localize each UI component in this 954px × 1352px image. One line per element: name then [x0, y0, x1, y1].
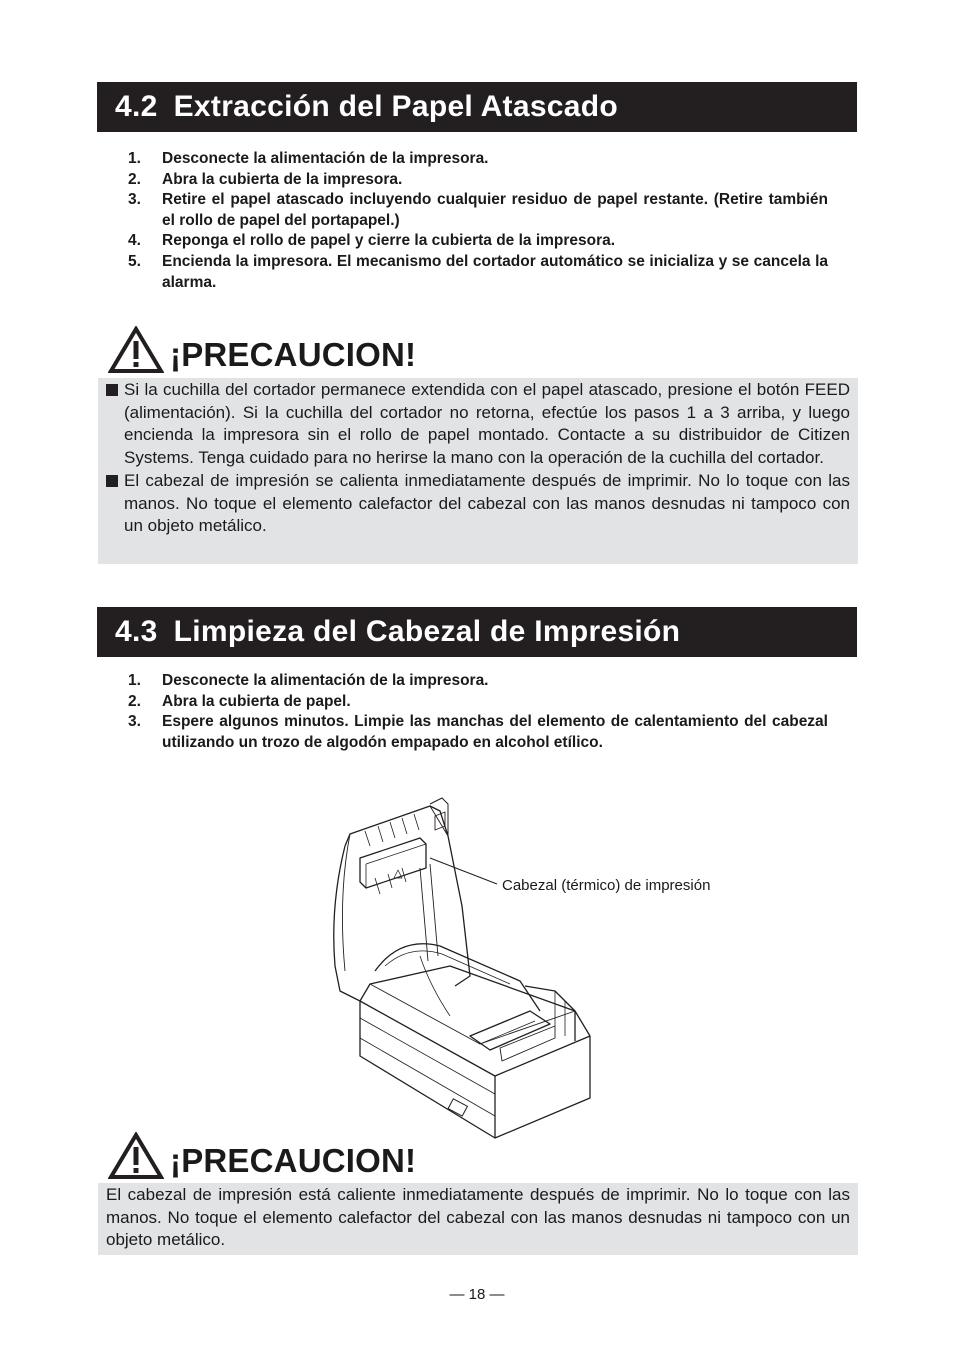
- page-number: — 18 —: [449, 1286, 505, 1303]
- list-item: 3. Retire el papel atascado incluyendo cualquier residuo de papel restante. (Retire también el rollo de papel del portapapel.): [128, 191, 828, 229]
- caution-title: ¡PRECAUCION!: [170, 1142, 417, 1179]
- list-item: 3. Espere algunos minutos. Limpie las manchas del elemento de calentamiento del cabezal utilizando un trozo de algodón empapado en alcohol etílico.: [128, 713, 828, 751]
- caution-heading-2: [108, 1128, 416, 1180]
- section-number: 4.2: [115, 90, 158, 123]
- caution-text: El cabezal de impresión está caliente inmediatamente después de imprimir. No lo toque con las manos. No toque el elemento calefactor del cabezal con las manos desnudas ni tampoco con un objeto metálico.: [106, 1185, 850, 1250]
- caution-box-2: [98, 1183, 858, 1255]
- list-item: 5. Encienda la impresora. El mecanismo del cortador automático se inicializa y se cancela la alarma.: [128, 252, 828, 291]
- figure-label: Cabezal (térmico) de impresión: [502, 877, 711, 894]
- caution-title: ¡PRECAUCION!: [170, 336, 417, 373]
- section-title: Limpieza del Cabezal de Impresión: [173, 615, 681, 648]
- caution-item: Si la cuchilla del cortador permanece extendida con el papel atascado, presione el botón FEED (alimentación). Si la cuchilla del cortador no retorna, efectúe los pasos 1 a 3 arriba, y luego encienda la impresora sin el rollo de papel montado. Contacte a su distribuidor de Citizen Systems. Tenga cuidado para no herirse la mano con la operación de la cuchilla del cortador.: [98, 379, 850, 470]
- list-item: 4. Reponga el rollo de papel y cierre la cubierta de la impresora.: [128, 232, 616, 250]
- list-item: 1. Desconecte la alimentación de la impresora.: [128, 150, 489, 167]
- list-item: 1. Desconecte la alimentación de la impresora.: [128, 672, 489, 689]
- warning-triangle-icon: [108, 1132, 164, 1180]
- list-item: 2. Abra la cubierta de la impresora.: [128, 170, 403, 188]
- list-item: 2. Abra la cubierta de papel.: [128, 692, 351, 710]
- caution-item: El cabezal de impresión se calienta inmediatamente después de imprimir. No lo toque con las manos. No toque el elemento calefactor del cabezal con las manos desnudas ni tampoco con un objeto metálico.: [98, 470, 850, 538]
- section-title: Extracción del Papel Atascado: [173, 90, 619, 123]
- section-number: 4.3: [115, 615, 158, 648]
